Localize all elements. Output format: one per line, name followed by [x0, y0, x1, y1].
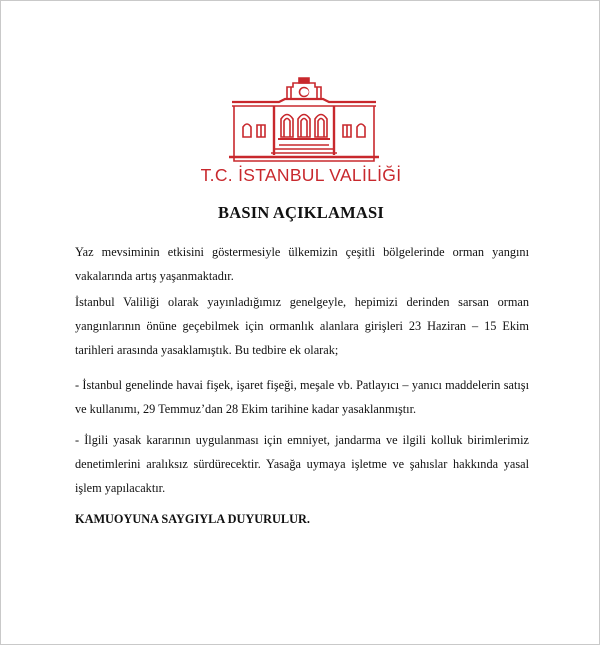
- paragraph-1: Yaz mevsiminin etkisini göstermesiyle ülkemizin çeşitli bölgelerinde orman yangını vakalarında artış yaşanmaktadır.: [75, 245, 529, 283]
- closing-statement: KAMUOYUNA SAYGIYLA DUYURULUR.: [75, 512, 310, 526]
- paragraph-2: İstanbul Valiliği olarak yayınladığımız genelgeyle, hepimizi derinden sarsan orman yangınlarının önüne geçebilmek için ormanlık alanlara girişleri 23 Haziran – 15 Ekim tarihleri arasında yasaklamıştık. Bu tedbire ek olarak;: [75, 295, 529, 357]
- paragraph-3: - İstanbul genelinde havai fişek, işaret fişeği, meşale vb. Patlayıcı – yanıcı maddelerin satışı ve kullanımı, 29 Temmuz’dan 28 Ekim tarihine kadar yasaklanmıştır.: [75, 378, 529, 416]
- valilik-building-icon: [229, 75, 379, 165]
- institution-name: T.C. İSTANBUL VALİLİĞİ: [200, 165, 402, 185]
- page-title: BASIN AÇIKLAMASI: [218, 203, 384, 222]
- paragraph-4: - İlgili yasak kararının uygulanması için emniyet, jandarma ve ilgili kolluk birimlerimiz denetimlerini aralıksız sürdürecektir. Yasağa uymaya işletme ve şahıslar hakkında yasal işlem yapılacaktır.: [75, 433, 529, 495]
